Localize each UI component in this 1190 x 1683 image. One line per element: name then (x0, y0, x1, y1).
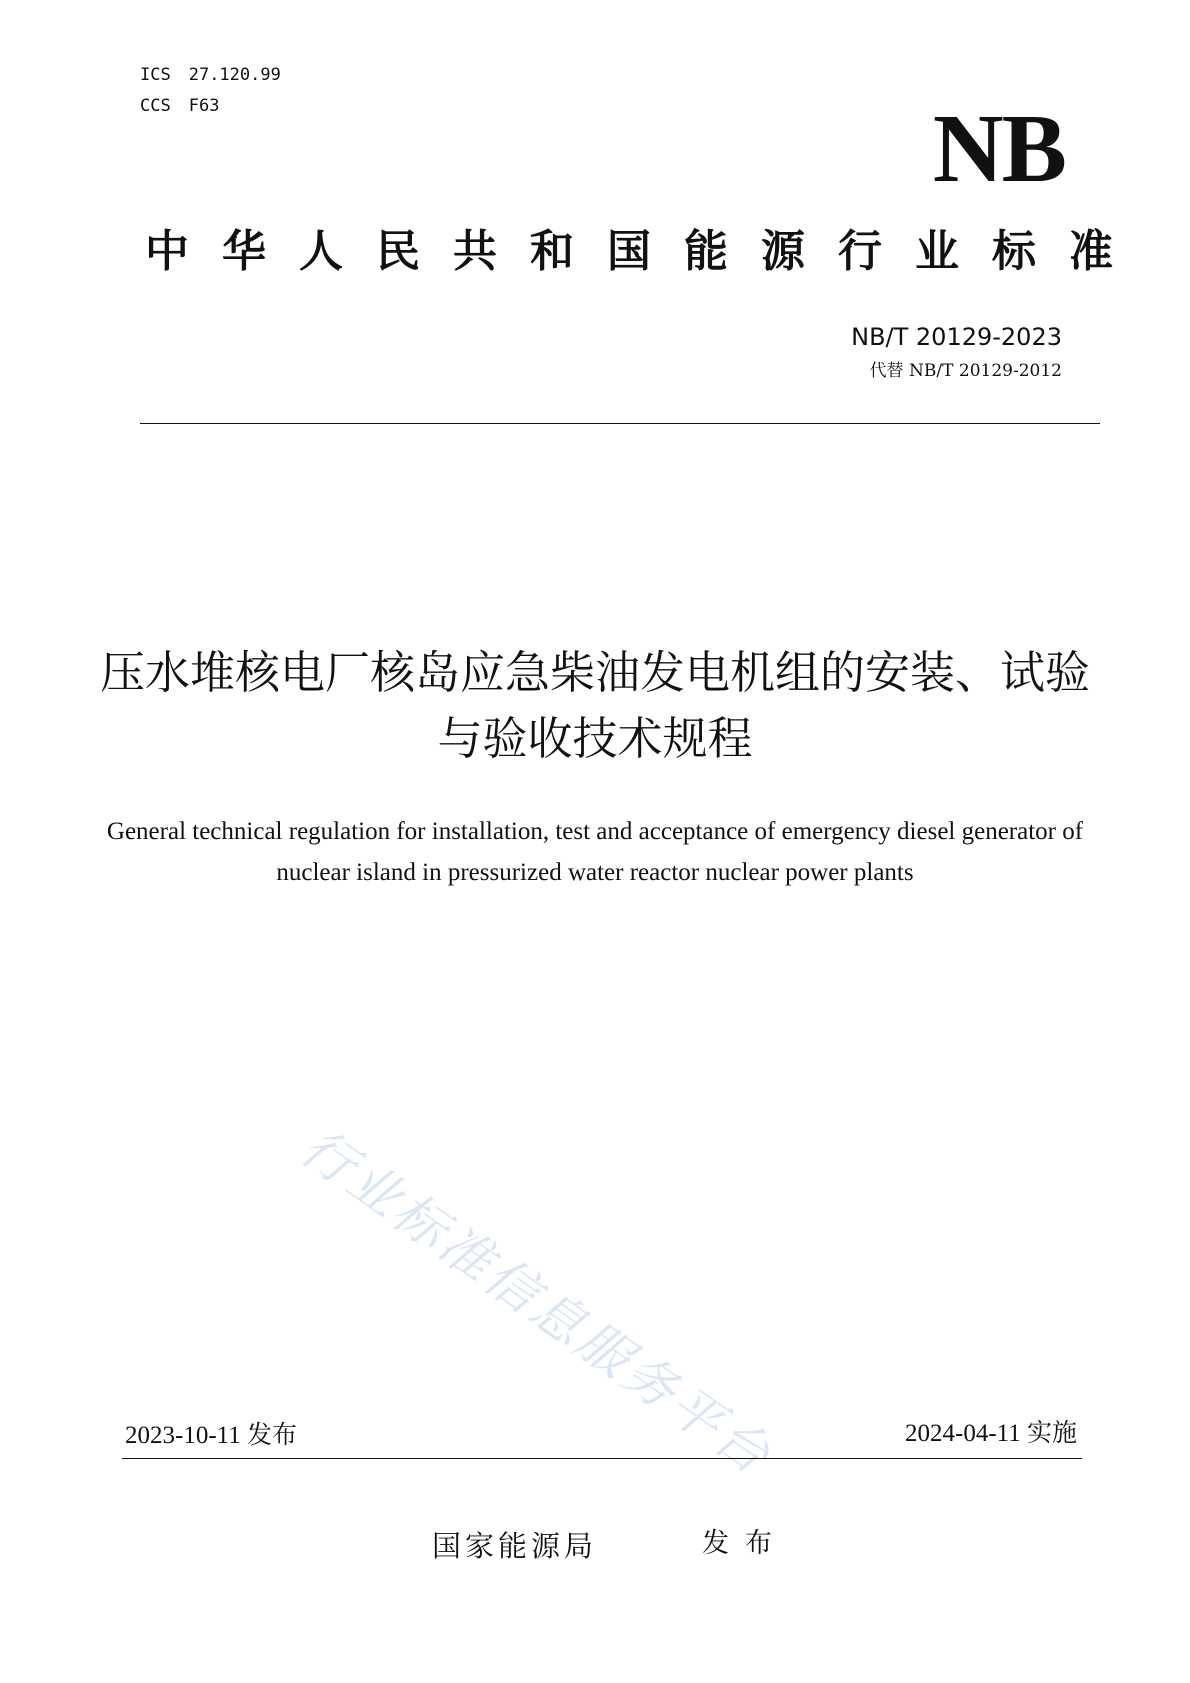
nb-logo: NB (932, 95, 1065, 203)
top-divider (140, 423, 1100, 424)
issue-date: 2023-10-11 (125, 1422, 241, 1449)
replaces-standard: 代替 NB/T 20129-2012 (869, 361, 1062, 381)
ccs-code: F63 (188, 96, 220, 116)
ics-label: ICS (140, 65, 171, 85)
standard-category: 中华人民共和国能源行业标准 (145, 226, 1146, 277)
watermark: 行业标准信息服务平台 (289, 1117, 783, 1488)
issuer: 国家能源局 (432, 1529, 598, 1563)
implementation-date: 2024-04-11 (905, 1420, 1021, 1447)
implementation-label: 实施 (1026, 1420, 1077, 1447)
issue-label: 发布 (246, 1422, 297, 1449)
ics-code: 27.120.99 (188, 65, 281, 85)
publish-label: 发布 (702, 1528, 788, 1559)
bottom-divider (122, 1458, 1082, 1459)
classification-codes (140, 60, 281, 122)
title-chinese: 压水堆核电厂核岛应急柴油发电机组的安装、试验与验收技术规程 (99, 646, 1090, 765)
implementation-date-line (905, 1421, 1077, 1446)
ccs-label: CCS (140, 96, 171, 116)
issue-date-line (125, 1423, 297, 1448)
title-english: General technical regulation for installation, test and acceptance of emergency diesel generator of nuclear island in pressurized water reactor nuclear power plants (106, 818, 1084, 886)
ics-line (140, 60, 281, 91)
ccs-line (140, 91, 281, 122)
standard-number: NB/T 20129-2023 (851, 323, 1062, 351)
